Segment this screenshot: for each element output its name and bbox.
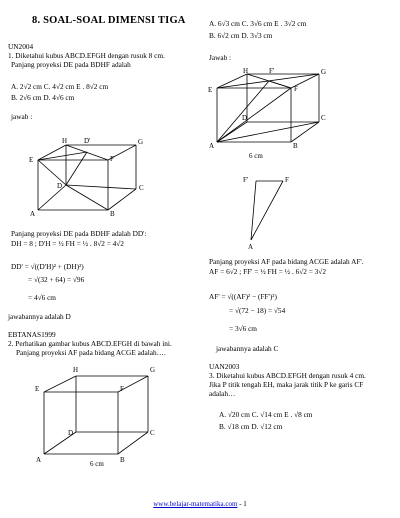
q1-line2: Panjang proyeksi DE pada BDHF adalah (11, 60, 131, 69)
fig1-label-F: F (110, 155, 114, 163)
fig1-label-C: C (139, 184, 144, 192)
q2-source: EBTANAS1999 (8, 330, 56, 339)
q1-options-row2: B. 2√6 cm D. 4√6 cm (11, 93, 75, 102)
fig3-label-C: C (321, 114, 326, 122)
fig1-label-D: D (57, 182, 63, 190)
q1-solution-line5: = 4√6 cm (28, 293, 56, 302)
q1-solution-line4: = √(32 + 64) = √96 (28, 275, 85, 284)
fig3-label-E: E (208, 86, 213, 94)
q3-line2: Jika P titik tengah EH, maka jarak titik P ke garis CF (209, 380, 364, 389)
fig2-label-F: F (120, 385, 124, 393)
page-number: - 1 (237, 500, 247, 508)
fig2-label-H: H (73, 366, 79, 374)
q1-jawab-label: jawab : (11, 112, 33, 121)
q1-source: UN2004 (8, 42, 34, 51)
q2-jawab-label: Jawab : (209, 53, 232, 62)
website-link[interactable]: www.belajar-matematika.com (153, 500, 238, 508)
fig1-label-E: E (29, 156, 34, 164)
fig1-label-H: H (62, 137, 68, 145)
fig3-label-H: H (243, 67, 249, 75)
q1-line1: 1. Diketahui kubus ABCD.EFGH dengan rusuk 8 cm. (8, 51, 165, 60)
q2-options-row1: A. 6√3 cm C. 3√6 cm E . 3√2 cm (209, 19, 307, 28)
fig3-label-F: F (294, 85, 298, 93)
fig2-label-B: B (120, 456, 125, 464)
page-footer (0, 500, 400, 508)
q2-solution-line2: AF = 6√2 ; FF' = ½ FH = ½ . 6√2 = 3√2 (209, 267, 326, 276)
fig3-label-G: G (321, 68, 327, 76)
q1-solution-line1: Panjang proyeksi DE pada BDHF adalah DD': (11, 229, 147, 238)
fig1-label-B: B (110, 210, 115, 218)
q1-answer: jawabannya adalah D (8, 312, 71, 321)
fig2-label-C: C (150, 429, 155, 437)
cube-figure-q2-solution (205, 64, 340, 164)
triangle-figure (236, 172, 296, 252)
fig1-label-G: G (138, 138, 144, 146)
fig2-dimension: 6 cm (90, 460, 104, 468)
q3-line3: adalah… (209, 389, 236, 398)
q2-solution-line1: Panjang proyeksi AF pada bidang ACGE adalah AF'. (209, 257, 364, 266)
q3-options-row1: A. √20 cm C. √14 cm E . √8 cm (219, 410, 313, 419)
fig3-label-B: B (293, 142, 298, 150)
fig2-label-G: G (150, 366, 156, 374)
fig3-label-F-prime: F' (269, 67, 275, 75)
q2-line2: Panjang proyeksi AF pada bidang ACGE adalah…. (16, 348, 166, 357)
q3-line1: 3. Diketahui kubus ABCD.EFGH dengan rusuk 4 cm. (209, 371, 366, 380)
q3-options-row2: B. √18 cm D. √12 cm (219, 422, 283, 431)
q2-solution-line3: AF' = √((AF)² − (FF')²) (209, 292, 277, 301)
q2-answer: jawabannya adalah C (216, 344, 279, 353)
fig4-label-A: A (248, 243, 254, 251)
fig1-label-D-prime: D' (84, 137, 91, 145)
q2-options-row2: B. 6√2 cm D. 3√3 cm (209, 31, 273, 40)
fig4-label-F-prime: F' (243, 176, 249, 184)
q3-source: UAN2003 (209, 362, 240, 371)
fig3-dimension: 6 cm (249, 152, 263, 160)
fig2-label-E: E (35, 385, 40, 393)
page-title: 8. SOAL-SOAL DIMENSI TIGA (32, 15, 186, 26)
fig1-label-A: A (30, 210, 36, 218)
q2-solution-line4: = √(72 − 18) = √54 (229, 306, 286, 315)
cube-figure-q2 (30, 362, 170, 472)
fig2-label-D: D (68, 429, 74, 437)
fig2-label-A: A (36, 456, 42, 464)
cube-figure-q1 (26, 134, 156, 224)
fig3-label-A: A (209, 142, 215, 150)
q1-options-row1: A. 2√2 cm C. 4√2 cm E . 8√2 cm (11, 82, 109, 91)
fig4-label-F: F (285, 176, 289, 184)
q2-line1: 2. Perhatikan gambar kubus ABCD.EFGH di bawah ini. (8, 339, 172, 348)
q1-solution-line3: DD' = √((D'H)² + (DH)²) (11, 262, 84, 271)
q2-solution-line5: = 3√6 cm (229, 324, 257, 333)
q1-solution-line2: DH = 8 ; D'H = ½ FH = ½ . 8√2 = 4√2 (11, 239, 124, 248)
fig3-label-D: D (242, 114, 248, 122)
